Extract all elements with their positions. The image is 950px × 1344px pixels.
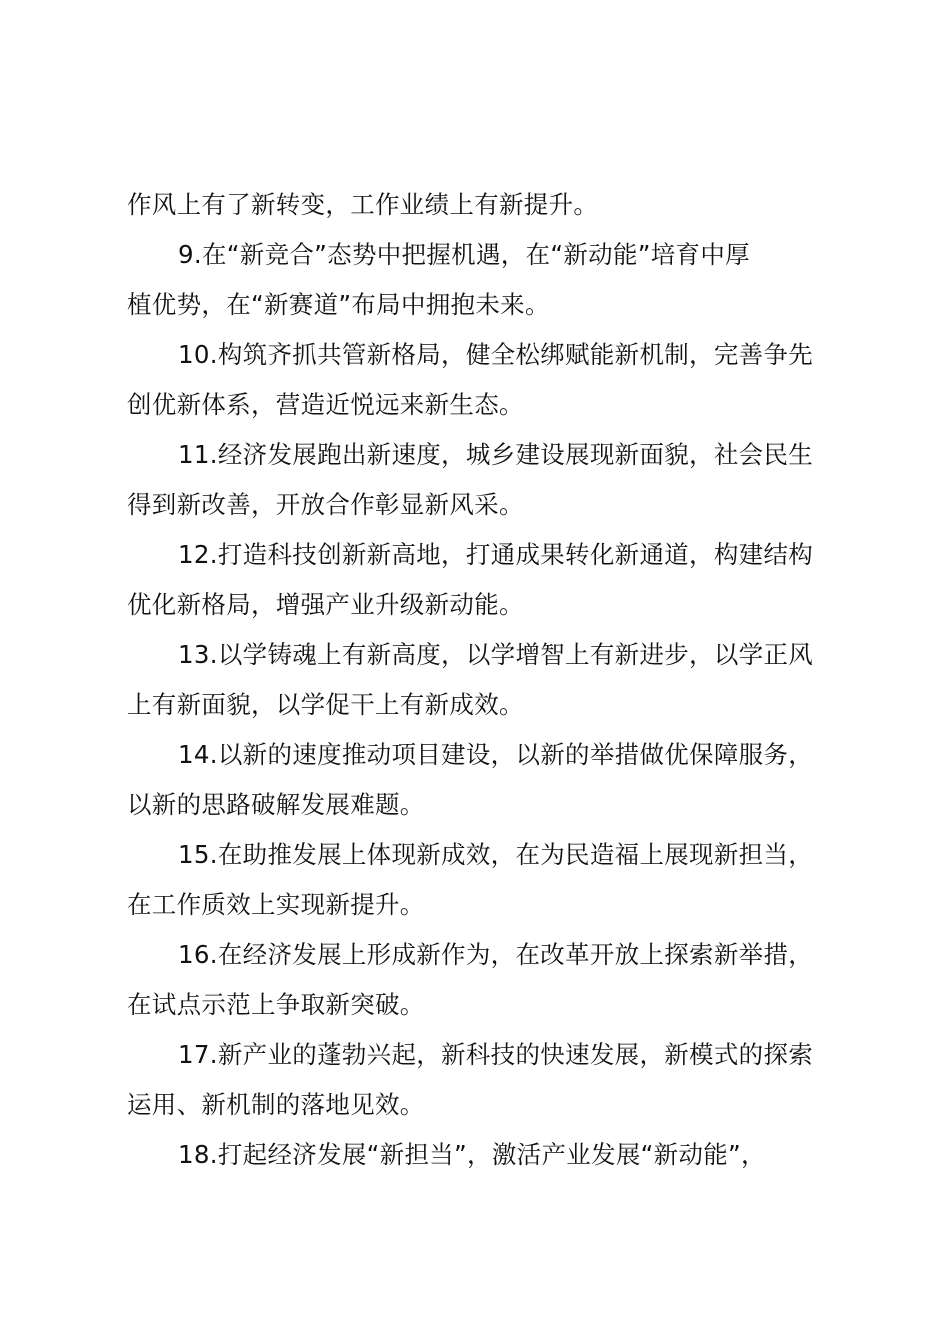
- text-line: 得到新改善，开放合作彰显新风采。: [127, 490, 524, 519]
- text-line: 17.新产业的蓬勃兴起，新科技的快速发展，新模式的探索: [178, 1040, 814, 1069]
- text-line: 运用、新机制的落地见效。: [127, 1090, 425, 1119]
- text-line: 13.以学铸魂上有新高度，以学增智上有新进步，以学正风: [178, 640, 814, 669]
- text-line: 上有新面貌，以学促干上有新成效。: [127, 690, 524, 719]
- text-line: 在试点示范上争取新突破。: [127, 990, 425, 1019]
- text-line: 10.构筑齐抓共管新格局，健全松绑赋能新机制，完善争先: [178, 340, 814, 369]
- text-line: 11.经济发展跑出新速度，城乡建设展现新面貌，社会民生: [178, 440, 814, 469]
- text-line: 在工作质效上实现新提升。: [127, 890, 425, 919]
- text-line: 12.打造科技创新新高地，打通成果转化新通道，构建结构: [178, 540, 814, 569]
- text-line: 创优新体系，营造近悦远来新生态。: [127, 390, 524, 419]
- text-line: 植优势，在“新赛道”布局中拥抱未来。: [127, 290, 550, 319]
- text-line: 15.在助推发展上体现新成效，在为民造福上展现新担当，: [178, 840, 814, 869]
- text-line: 18.打起经济发展“新担当”，激活产业发展“新动能”，: [178, 1140, 766, 1169]
- text-line: 优化新格局，增强产业升级新动能。: [127, 590, 524, 619]
- text-line: 作风上有了新转变，工作业绩上有新提升。: [127, 190, 599, 219]
- text-line: 以新的思路破解发展难题。: [127, 790, 425, 819]
- text-line: 16.在经济发展上形成新作为，在改革开放上探索新举措，: [178, 940, 814, 969]
- text-line: 9.在“新竞合”态势中把握机遇，在“新动能”培育中厚: [178, 240, 750, 269]
- text-line: 14.以新的速度推动项目建设，以新的举措做优保障服务，: [178, 740, 814, 769]
